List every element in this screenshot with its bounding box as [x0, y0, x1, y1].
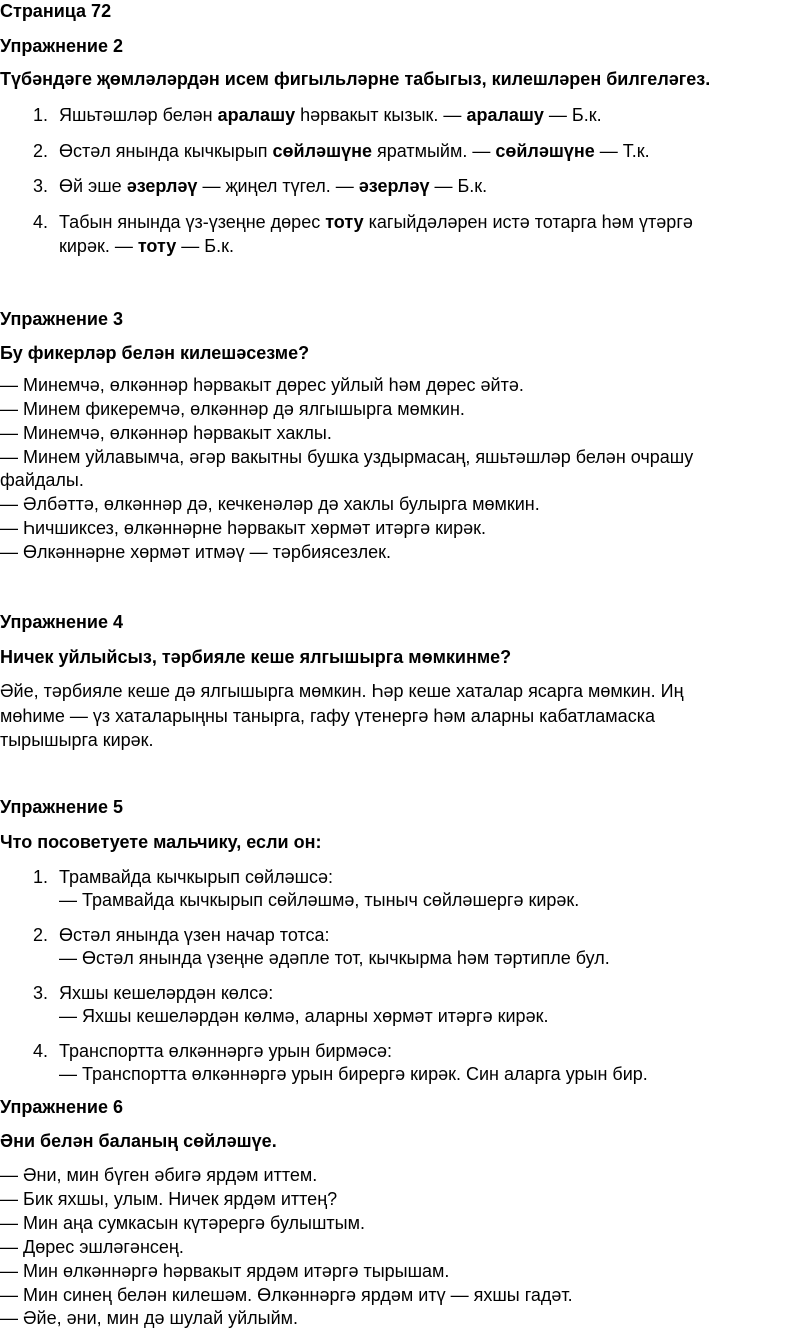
ex6-line-2: — Бик яхшы, улым. Ничек ярдәм иттең?: [0, 1189, 338, 1209]
ex6-line-7: — Әйе, әни, мин дә шулай уйлыйм.: [0, 1308, 299, 1328]
ex2-item-4-number: 4.: [33, 212, 49, 232]
ex5-item-3-question: Яхшы кешеләрдән көлсә:: [59, 983, 274, 1003]
ex6-title: Упражнение 6: [0, 1097, 123, 1117]
ex5-item-1-number: 1.: [33, 867, 49, 887]
ex2-item-2-text-b: яратмыйм. —: [371, 141, 496, 161]
ex2-item-2-text-a: Өстәл янында кычкырып: [59, 141, 273, 161]
ex2-item-2-number: 2.: [33, 141, 49, 161]
ex2-item-4-bold-b: тоту: [137, 236, 177, 256]
ex3-line-5: файдалы.: [0, 470, 84, 490]
ex2-item-1-text-a: Яшьтәшләр белән: [59, 105, 218, 125]
ex5-item-2-number: 2.: [33, 925, 49, 945]
ex2-item-1-bold-b: аралашу: [466, 105, 544, 125]
ex3-line-1: — Минемчә, өлкәннәр һәрвакыт дөрес уйлый һәм дөрес әйтә.: [0, 375, 524, 395]
ex2-title: Упражнение 2: [0, 36, 123, 56]
ex2-item-3-number: 3.: [33, 176, 49, 196]
ex6-line-6: — Мин синең белән килешәм. Өлкәннәргә ярдәм итү — яхшы гадәт.: [0, 1285, 573, 1305]
ex4-task: Ничек уйлыйсыз, тәрбияле кеше ялгышырга мөмкинме?: [0, 647, 512, 667]
ex5-item-3: [33, 982, 273, 1004]
ex2-item-3-text-b: — җиңел түгел. —: [197, 176, 359, 196]
ex3-line-2: — Минем фикеремчә, өлкәннәр дә ялгышырга мөмкин.: [0, 399, 465, 419]
ex2-item-3-text-c: — Б.к.: [429, 176, 488, 196]
ex2-item-3-bold-a: әзерләү: [126, 176, 198, 196]
ex5-item-1-answer: — Трамвайда кычкырып сөйләшмә, тыныч сөйләшергә кирәк.: [59, 890, 580, 910]
ex6-line-3: — Мин аңа сумкасын күтәрергә булыштым.: [0, 1213, 365, 1233]
ex2-item-4-continuation: [59, 235, 234, 257]
ex4-line-2: мөһиме — үз хаталарыңны танырга, гафу үтенергә һәм аларны кабатламаска: [0, 706, 655, 726]
ex2-item-4-text-b: кагыйдәләрен истә тотарга һәм үтәргә: [363, 212, 693, 232]
ex5-item-1-question: Трамвайда кычкырып сөйләшсә:: [59, 867, 334, 887]
ex2-item-2: [33, 140, 650, 162]
ex5-item-4: [33, 1040, 392, 1062]
ex2-item-4: [33, 211, 693, 233]
ex3-line-8: — Өлкәннәрне хөрмәт итмәү — тәрбиясезлек.: [0, 542, 392, 562]
ex2-item-1-text-b: һәрвакыт кызык. —: [295, 105, 467, 125]
ex5-title: Упражнение 5: [0, 797, 123, 817]
ex5-item-3-number: 3.: [33, 983, 49, 1003]
ex5-item-2-answer: — Өстәл янында үзеңне әдәпле тот, кычкырма һәм тәртипле бул.: [59, 948, 610, 968]
ex5-item-4-answer: — Транспортта өлкәннәргә урын бирергә кирәк. Син аларга урын бир.: [59, 1064, 648, 1084]
ex5-item-2: [33, 924, 330, 946]
ex2-item-2-bold-a: сөйләшүне: [272, 141, 372, 161]
ex6-line-4: — Дөрес эшләгәнсең.: [0, 1237, 184, 1257]
ex5-item-3-answer: — Яхшы кешеләрдән көлмә, аларны хөрмәт итәргә кирәк.: [59, 1006, 549, 1026]
ex2-item-4-text-c: кирәк. —: [59, 236, 138, 256]
ex6-line-1: — Әни, мин бүген әбигә ярдәм иттем.: [0, 1165, 318, 1185]
ex4-line-1: Әйе, тәрбияле кеше дә ялгышырга мөмкин. Һәр кеше хаталар ясарга мөмкин. Иң: [0, 681, 684, 701]
ex2-item-2-text-c: — Т.к.: [594, 141, 650, 161]
ex2-item-1: [33, 104, 602, 126]
ex2-item-4-text-a: Табын янында үз-үзеңне дөрес: [59, 212, 326, 232]
ex2-item-4-bold-a: тоту: [325, 212, 364, 232]
ex3-line-4: — Минем уйлавымча, әгәр вакытны бушка уздырмасаң, яшьтәшләр белән очрашу: [0, 447, 694, 467]
ex3-line-3: — Минемчә, өлкәннәр һәрвакыт хаклы.: [0, 423, 332, 443]
ex5-item-2-question: Өстәл янында үзен начар тотса:: [59, 925, 330, 945]
ex2-item-4-text-d: — Б.к.: [176, 236, 234, 256]
ex2-item-3: [33, 175, 487, 197]
ex5-item-4-question: Транспортта өлкәннәргә урын бирмәсә:: [59, 1041, 392, 1061]
ex4-title: Упражнение 4: [0, 612, 123, 632]
ex2-item-1-number: 1.: [33, 105, 49, 125]
ex5-task: Что посоветуете мальчику, если он:: [0, 832, 322, 852]
ex5-item-1: [33, 866, 333, 888]
ex3-task: Бу фикерләр белән килешәсезме?: [0, 343, 310, 363]
ex4-line-3: тырышырга кирәк.: [0, 730, 154, 750]
ex2-task: Түбәндәге җөмләләрдән исем фигыльләрне табыгыз, килешләрен билгеләгез.: [0, 69, 711, 89]
ex2-item-1-text-c: — Б.к.: [543, 105, 602, 125]
ex6-line-5: — Мин өлкәннәргә һәрвакыт ярдәм итәргә тырышам.: [0, 1261, 450, 1281]
page-label: Страница 72: [0, 1, 112, 21]
ex2-item-1-bold-a: аралашу: [217, 105, 296, 125]
ex6-task: Әни белән баланың сөйләшүе.: [0, 1131, 277, 1151]
ex2-item-3-bold-b: әзерләү: [358, 176, 430, 196]
ex3-line-6: — Әлбәттә, өлкәннәр дә, кечкенәләр дә хаклы булырга мөмкин.: [0, 494, 540, 514]
ex2-item-3-text-a: Өй эше: [59, 176, 127, 196]
ex5-item-4-number: 4.: [33, 1041, 49, 1061]
ex3-title: Упражнение 3: [0, 309, 123, 329]
ex2-item-2-bold-b: сөйләшүне: [495, 141, 595, 161]
ex3-line-7: — Һичшиксез, өлкәннәрне һәрвакыт хөрмәт итәргә кирәк.: [0, 518, 486, 538]
